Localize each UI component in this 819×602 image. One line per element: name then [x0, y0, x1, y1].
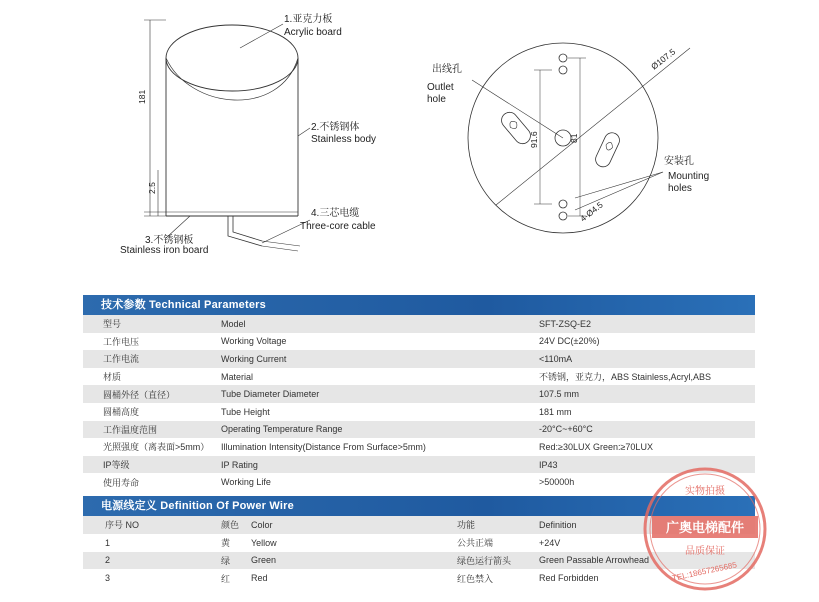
table-row: [83, 385, 755, 403]
stainless-body-label-cn: 2.不锈钢体: [311, 122, 360, 133]
stamp-bottom-text: 品质保证: [685, 546, 725, 557]
table-row: [83, 333, 755, 351]
col-color-en-header: Color: [251, 516, 457, 534]
wire-function: 红色禁入: [457, 569, 539, 587]
dim-91-label: 91.6: [529, 131, 539, 148]
param-name-en: Working Life: [221, 473, 539, 491]
cable-label-cn: 4.三芯电缆: [311, 208, 360, 219]
param-value: Red:≥30LUX Green:≥70LUX: [539, 438, 755, 456]
param-value: 24V DC(±20%): [539, 333, 755, 351]
dim-81-label: 81: [569, 133, 579, 143]
param-value: -20°C~+60°C: [539, 421, 755, 439]
param-name-en: Tube Height: [221, 403, 539, 421]
param-name-cn: 型号: [83, 315, 221, 333]
param-name-en: Tube Diameter Diameter: [221, 385, 539, 403]
param-name-cn: 工作电流: [83, 350, 221, 368]
table-row: [83, 368, 755, 386]
acrylic-label-cn: 1.亚克力板: [284, 14, 333, 25]
mounting-label-cn: 安装孔: [664, 156, 694, 167]
base-dim-label: 2.5: [147, 182, 157, 194]
table-row: [83, 315, 755, 333]
wire-color-en: Green: [251, 552, 457, 570]
col-definition-header: Definition: [539, 516, 755, 534]
param-name-cn: 使用寿命: [83, 473, 221, 491]
col-no-header: 序号 NO: [83, 516, 221, 534]
wire-definition: Red Forbidden: [539, 569, 755, 587]
wire-definition: Green Passable Arrowhead: [539, 552, 755, 570]
table-row: [83, 421, 755, 439]
technical-parameters-header: 技术参数 Technical Parameters: [83, 295, 755, 315]
cable-label-en: Three-core cable: [300, 221, 376, 232]
wire-color-en: Red: [251, 569, 457, 587]
quality-stamp: [640, 464, 770, 594]
power-wire-header: 电源线定义 Definition Of Power Wire: [83, 496, 755, 516]
param-name-cn: 材质: [83, 368, 221, 386]
param-name-en: Model: [221, 315, 539, 333]
param-name-cn: 圆桶高度: [83, 403, 221, 421]
wire-color-cn: 红: [221, 569, 251, 587]
outlet-label-en1: Outlet: [427, 82, 454, 93]
wire-no: 2: [83, 552, 221, 570]
outlet-label-cn: 出线孔: [432, 64, 462, 75]
stainless-body-label-en: Stainless body: [311, 134, 377, 145]
wire-color-cn: 绿: [221, 552, 251, 570]
param-name-en: Working Voltage: [221, 333, 539, 351]
param-value: 181 mm: [539, 403, 755, 421]
stamp-middle-text: 广奥电梯配件: [665, 520, 745, 535]
param-name-en: IP Rating: [221, 456, 539, 474]
param-value: <110mA: [539, 350, 755, 368]
param-name-en: Operating Temperature Range: [221, 421, 539, 439]
wire-no: 3: [83, 569, 221, 587]
col-function-header: 功能: [457, 516, 539, 534]
param-name-cn: 圆桶外径（直径）: [83, 385, 221, 403]
diameter-dim-label: Ø107.5: [649, 46, 678, 72]
param-value: IP43: [539, 456, 755, 474]
param-value: 107.5 mm: [539, 385, 755, 403]
acrylic-label-en: Acrylic board: [284, 27, 342, 38]
param-name-cn: IP等级: [83, 456, 221, 474]
wire-color-en: Yellow: [251, 534, 457, 552]
table-row: [83, 403, 755, 421]
mounting-label-en2: holes: [668, 183, 692, 194]
param-name-cn: 光照强度（离表面>5mm）: [83, 438, 221, 456]
param-name-en: Material: [221, 368, 539, 386]
wire-function: 绿色运行箭头: [457, 552, 539, 570]
param-value: >50000h: [539, 473, 755, 491]
technical-drawing: [0, 0, 819, 290]
param-name-en: Working Current: [221, 350, 539, 368]
outlet-label-en2: hole: [427, 94, 446, 105]
param-value: 不锈钢，亚克力，ABS Stainless,Acryl,ABS: [539, 368, 755, 386]
wire-no: 1: [83, 534, 221, 552]
table-row: [83, 350, 755, 368]
mounting-label-en1: Mounting: [668, 171, 710, 182]
param-name-en: Illumination Intensity(Distance From Surface>5mm): [221, 438, 539, 456]
height-dim-label: 181: [137, 89, 147, 104]
iron-board-label-en: Stainless iron board: [120, 245, 209, 256]
holes-dim-label: 4-Ø4.5: [578, 199, 605, 224]
side-view-cylinder: [166, 25, 300, 251]
param-value: SFT-ZSQ-E2: [539, 315, 755, 333]
wire-color-cn: 黄: [221, 534, 251, 552]
wire-definition: +24V: [539, 534, 755, 552]
wire-function: 公共正端: [457, 534, 539, 552]
top-view: [468, 43, 690, 233]
iron-board-label-cn: 3.不锈钢板: [145, 235, 194, 246]
col-color-cn-header: 颜色: [221, 516, 251, 534]
param-name-cn: 工作温度范围: [83, 421, 221, 439]
stamp-top-text: 实物拍摄: [685, 486, 725, 497]
stamp-tel-text: TEL:18657265685: [671, 560, 738, 583]
param-name-cn: 工作电压: [83, 333, 221, 351]
table-row: [83, 438, 755, 456]
